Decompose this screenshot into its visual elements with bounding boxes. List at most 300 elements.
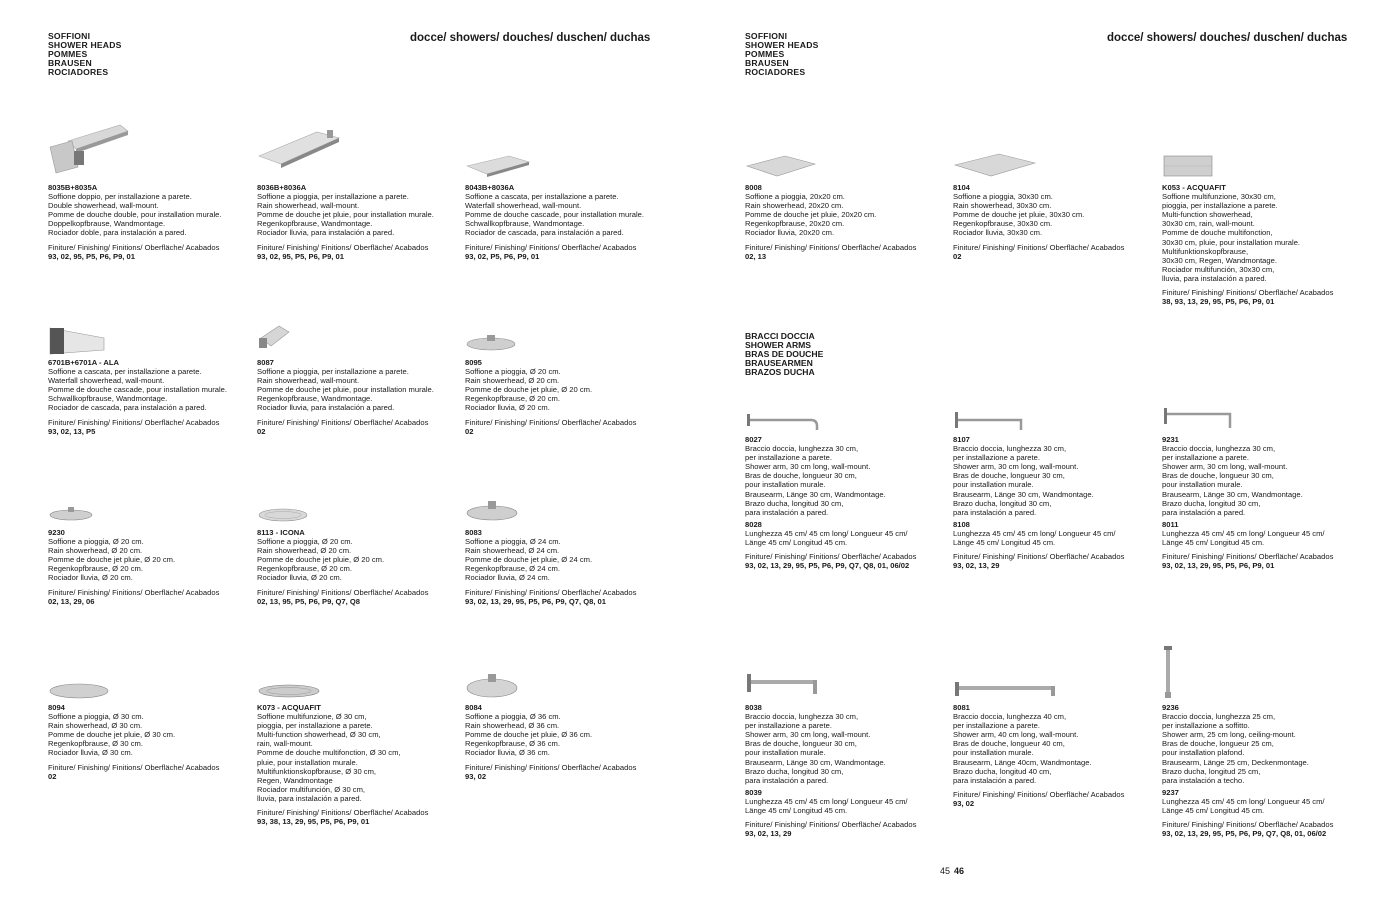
round-showerhead-24-image: [465, 499, 519, 523]
product-description: [1162, 712, 1367, 785]
description-line: Rain showerhead, 20x20 cm.: [745, 201, 844, 211]
square-showerhead-20-image: [745, 154, 817, 178]
description-line: Brazo ducha, longitud 25 cm,: [1162, 766, 1261, 776]
description-line: Soffione multifunzione, Ø 30 cm,: [257, 712, 367, 722]
header-line: BRAUSEN: [745, 58, 789, 68]
description-line: Brausearm, Länge 30 cm, Wandmontage.: [745, 757, 886, 767]
round-showerhead-9230-image: [48, 505, 94, 523]
arms_section-line: SHOWER ARMS: [745, 340, 812, 350]
description-line: Soffione a pioggia, Ø 36 cm.: [465, 712, 561, 722]
arms_section-line: BRAZOS DUCHA: [745, 367, 815, 377]
product-code: 8035B+8035A: [48, 183, 98, 192]
finishing-label: Finiture/ Finishing/ Finitions/ Oberfläche/ Acabados: [1162, 552, 1334, 562]
description-line: Waterfall showerhead, wall-mount.: [465, 201, 582, 211]
finishing-codes: 93, 02: [953, 798, 975, 808]
description-line: Brazo ducha, longitud 40 cm,: [953, 766, 1052, 776]
product-9231: [1162, 435, 1367, 570]
finishing-label: Finiture/ Finishing/ Finitions/ Oberfläche/ Acabados: [465, 417, 637, 427]
category-header-right: [745, 32, 819, 77]
description-line: Pomme de douche multifonction,: [1162, 228, 1273, 238]
description-line: pour installation murale.: [953, 480, 1034, 490]
description-line: Brazo ducha, longitud 30 cm,: [745, 498, 844, 508]
description-line: Rociador lluvia, Ø 24 cm.: [465, 573, 550, 583]
finishing-codes: 93, 02, 13, 29, 95, P5, P6, P9, Q7, Q8, 01: [465, 596, 606, 606]
product-9230: [48, 528, 253, 606]
description-line: Pomme de douche jet pluie, Ø 20 cm.: [257, 555, 385, 565]
description-line: para instalación a pared.: [953, 507, 1037, 517]
finishing-codes: 02, 13: [745, 251, 767, 261]
product-description: [953, 712, 1158, 785]
ceiling-shower-arm-image: [1162, 644, 1174, 700]
product-code: 8081: [953, 703, 970, 712]
description-line: Länge 45 cm/ Longitud 45 cm.: [953, 538, 1056, 548]
product-description: [48, 537, 253, 582]
variant-description: [745, 529, 950, 547]
product-8036B: [257, 183, 462, 261]
description-line: per installazione a parete.: [745, 721, 832, 731]
description-line: Regenkopfbrause, Ø 20 cm.: [48, 564, 143, 574]
finishing-codes: 93, 02, P5, P6, P9, 01: [465, 251, 540, 261]
description-line: Brausearm, Länge 30 cm, Wandmontage.: [745, 489, 886, 499]
header-line: SOFFIONI: [48, 31, 91, 41]
description-line: Brazo ducha, longitud 30 cm,: [1162, 498, 1261, 508]
description-line: Braccio doccia, lunghezza 30 cm,: [745, 444, 859, 454]
description-line: pioggia, per installazione a parete.: [257, 721, 373, 731]
arms_section-line: BRAS DE DOUCHE: [745, 349, 824, 359]
description-line: Pomme de douche jet pluie, Ø 20 cm.: [465, 385, 593, 395]
finishing-label: Finiture/ Finishing/ Finitions/ Oberfläche/ Acabados: [48, 417, 220, 427]
product-description: [48, 712, 253, 757]
product-code: 8107: [953, 435, 970, 444]
product-9236: [1162, 703, 1367, 838]
finishing-label: Finiture/ Finishing/ Finitions/ Oberfläche/ Acabados: [1162, 288, 1334, 298]
description-line: Lunghezza 45 cm/ 45 cm long/ Longueur 45 cm/: [1162, 528, 1325, 538]
description-line: per installazione a parete.: [1162, 453, 1249, 463]
description-line: Pomme de douche multifonction, Ø 30 cm,: [257, 748, 401, 758]
acquafit-square-showerhead-image: [1162, 154, 1214, 180]
description-line: Rociador de cascada, para instalación a pared.: [48, 403, 207, 413]
variant-code: 8028: [745, 519, 762, 529]
header-line: ROCIADORES: [48, 67, 109, 77]
finishing-codes: 93, 02, 13, 29, 95, P5, P6, P9, 01: [1162, 561, 1275, 571]
description-line: Braccio doccia, lunghezza 40 cm,: [953, 712, 1067, 722]
product-code: 8084: [465, 703, 482, 712]
description-line: Multi-function showerhead,: [1162, 210, 1253, 220]
page-title-left: docce/ showers/ douches/ duschen/ duchas: [410, 32, 651, 44]
finishing-codes: 93, 02, 95, P5, P6, P9, 01: [48, 251, 135, 261]
description-line: Rain showerhead, wall-mount.: [257, 201, 360, 211]
shower-arms-section-header: [745, 332, 823, 377]
finishing-codes: 02, 13, 29, 06: [48, 596, 95, 606]
description-line: Regen, Wandmontage: [257, 775, 333, 785]
description-line: per installazione a parete.: [745, 453, 832, 463]
description-line: Rociador lluvia, Ø 20 cm.: [257, 573, 342, 583]
description-line: lluvia, para instalación a pared.: [257, 793, 362, 803]
description-line: Lunghezza 45 cm/ 45 cm long/ Longueur 45 cm/: [953, 528, 1116, 538]
product-8094: [48, 703, 253, 781]
description-line: Rain showerhead, Ø 20 cm.: [257, 546, 352, 556]
description-line: Regenkopfbrause, Ø 30 cm.: [48, 739, 143, 749]
description-line: pour installation plafond.: [1162, 748, 1245, 758]
round-showerhead-20-image: [465, 333, 517, 353]
header-line: POMMES: [745, 49, 785, 59]
description-line: Soffione a cascata, per installazione a parete.: [48, 367, 202, 377]
description-line: para instalación a pared.: [1162, 507, 1246, 517]
description-line: Rociador lluvia, para instalación a pared.: [257, 228, 395, 238]
double-showerhead-image: [48, 123, 130, 179]
description-line: Rociador lluvia, Ø 20 cm.: [48, 573, 133, 583]
header-line: SOFFIONI: [745, 31, 788, 41]
round-showerhead-36-image: [465, 672, 519, 700]
description-line: Regenkopfbrause, Ø 20 cm.: [465, 394, 560, 404]
variant-description: [1162, 529, 1367, 547]
product-code: 9236: [1162, 703, 1179, 712]
description-line: Rain showerhead, Ø 20 cm.: [465, 376, 560, 386]
description-line: Brazo ducha, longitud 30 cm,: [745, 766, 844, 776]
description-line: Regenkopfbrause, 20x20 cm.: [745, 219, 845, 229]
waterfall-showerhead-image: [465, 152, 531, 180]
description-line: Shower arm, 30 cm long, wall-mount.: [745, 462, 871, 472]
product-description: [465, 712, 670, 757]
product-K053: [1162, 183, 1367, 306]
description-line: Rain showerhead, wall-mount.: [257, 376, 360, 386]
finishing-codes: 02: [48, 771, 57, 781]
description-line: Waterfall showerhead, wall-mount.: [48, 376, 165, 386]
description-line: Pomme de douche jet pluie, 20x20 cm.: [745, 210, 877, 220]
description-line: pluie, pour installation murale.: [257, 757, 358, 767]
shower-arm-8107-image: [953, 410, 1029, 432]
description-line: Regenkopfbrause, Ø 24 cm.: [465, 564, 560, 574]
description-line: Brausearm, Länge 25 cm, Deckenmontage.: [1162, 757, 1309, 767]
description-line: Bras de douche, longueur 25 cm,: [1162, 739, 1274, 749]
product-8084: [465, 703, 670, 781]
description-line: Bras de douche, longueur 30 cm,: [1162, 471, 1274, 481]
variant-description: [953, 529, 1158, 547]
product-code: 8087: [257, 358, 274, 367]
description-line: Länge 45 cm/ Longitud 45 cm.: [1162, 806, 1265, 816]
product-8035B: [48, 183, 253, 261]
product-description: [257, 367, 462, 412]
product-6701B: [48, 358, 253, 436]
description-line: Lunghezza 45 cm/ 45 cm long/ Longueur 45 cm/: [745, 528, 908, 538]
description-line: 30x30 cm, rain, wall-mount.: [1162, 219, 1255, 229]
product-code: 8083: [465, 528, 482, 537]
description-line: para instalación a pared.: [953, 775, 1037, 785]
description-line: Rociador doble, para instalación a pared.: [48, 228, 187, 238]
icona-showerhead-image: [257, 505, 309, 523]
description-line: Bras de douche, longueur 30 cm,: [745, 471, 857, 481]
description-line: 30x30 cm, pluie, pour installation murale.: [1162, 237, 1301, 247]
description-line: para instalación a pared.: [745, 507, 829, 517]
finishing-label: Finiture/ Finishing/ Finitions/ Oberfläche/ Acabados: [745, 242, 917, 252]
description-line: Shower arm, 40 cm long, wall-mount.: [953, 730, 1079, 740]
finishing-codes: 93, 02, 13, 29: [953, 561, 1000, 571]
acquafit-round-showerhead-image: [257, 682, 321, 700]
product-8113: [257, 528, 462, 606]
description-line: Regenkopfbrause, Ø 20 cm.: [257, 564, 352, 574]
description-line: Schwallkopfbrause, Wandmontage.: [48, 394, 168, 404]
product-8104: [953, 183, 1158, 261]
product-code: 8104: [953, 183, 970, 192]
description-line: Doppelkopfbrause, Wandmontage.: [48, 219, 166, 229]
description-line: Pomme de douche cascade, pour installation murale.: [465, 210, 644, 220]
description-line: Rociador de cascada, para instalación a pared.: [465, 228, 624, 238]
product-code: 8094: [48, 703, 65, 712]
finishing-codes: 93, 38, 13, 29, 95, P5, P6, P9, 01: [257, 817, 370, 827]
variant-description: [1162, 797, 1367, 815]
description-line: Soffione a pioggia, Ø 30 cm.: [48, 712, 144, 722]
shower-arm-8027-image: [745, 410, 821, 432]
description-line: per installazione a parete.: [953, 721, 1040, 731]
variant-description: [745, 797, 950, 815]
product-8027: [745, 435, 950, 570]
product-8087: [257, 358, 462, 436]
description-line: Pomme de douche cascade, pour installation murale.: [48, 385, 227, 395]
product-code: 9231: [1162, 435, 1179, 444]
category-header-left: [48, 32, 122, 77]
description-line: pour installation murale.: [953, 748, 1034, 758]
description-line: Länge 45 cm/ Longitud 45 cm.: [745, 538, 848, 548]
description-line: Länge 45 cm/ Longitud 45 cm.: [745, 806, 848, 816]
description-line: Shower arm, 30 cm long, wall-mount.: [953, 462, 1079, 472]
description-line: Rociador lluvia, Ø 30 cm.: [48, 748, 133, 758]
header-line: SHOWER HEADS: [48, 40, 122, 50]
rain-showerhead-square-wall-image: [257, 324, 291, 352]
page-numbers: [940, 866, 964, 876]
description-line: Pomme de douche jet pluie, pour installation murale.: [257, 385, 434, 395]
description-line: Schwallkopfbrause, Wandmontage.: [465, 219, 585, 229]
product-description: [48, 367, 253, 412]
finishing-label: Finiture/ Finishing/ Finitions/ Oberfläche/ Acabados: [745, 820, 917, 830]
page-title-right: docce/ showers/ douches/ duschen/ duchas: [1107, 32, 1348, 44]
variant-code: 8039: [745, 787, 762, 797]
finishing-label: Finiture/ Finishing/ Finitions/ Oberfläche/ Acabados: [465, 242, 637, 252]
variant-code: 8011: [1162, 519, 1179, 529]
finishing-label: Finiture/ Finishing/ Finitions/ Oberfläche/ Acabados: [48, 762, 220, 772]
description-line: per installazione a soffitto.: [1162, 721, 1250, 731]
description-line: Soffione a pioggia, per installazione a parete.: [257, 367, 409, 377]
description-line: Multi-function showerhead, Ø 30 cm,: [257, 730, 381, 740]
product-code: 8008: [745, 183, 762, 192]
shower-arm-9231-image: [1162, 406, 1236, 430]
description-line: Pomme de douche jet pluie, pour installation murale.: [257, 210, 434, 220]
description-line: Rociador lluvia, 30x30 cm.: [953, 228, 1043, 238]
product-code: K073 - ACQUAFIT: [257, 703, 321, 712]
product-description: [48, 192, 253, 237]
description-line: Pomme de douche jet pluie, Ø 24 cm.: [465, 555, 593, 565]
product-K073: [257, 703, 462, 826]
product-8043B: [465, 183, 670, 261]
header-line: POMMES: [48, 49, 88, 59]
product-description: [257, 537, 462, 582]
description-line: Soffione doppio, per installazione a parete.: [48, 192, 192, 202]
description-line: Multifunktionskopfbrause, Ø 30 cm,: [257, 766, 377, 776]
description-line: Brausearm, Länge 30 cm, Wandmontage.: [953, 489, 1094, 499]
finishing-label: Finiture/ Finishing/ Finitions/ Oberfläche/ Acabados: [257, 242, 429, 252]
description-line: Rain showerhead, Ø 30 cm.: [48, 721, 143, 731]
description-line: Rain showerhead, 30x30 cm.: [953, 201, 1052, 211]
product-description: [465, 537, 670, 582]
description-line: per installazione a parete.: [953, 453, 1040, 463]
product-description: [1162, 192, 1367, 283]
finishing-label: Finiture/ Finishing/ Finitions/ Oberfläche/ Acabados: [953, 552, 1125, 562]
description-line: Regenkopfbrause, Ø 36 cm.: [465, 739, 560, 749]
description-line: Pomme de douche jet pluie, 30x30 cm.: [953, 210, 1085, 220]
product-8095: [465, 358, 670, 436]
product-description: [465, 192, 670, 237]
description-line: Rociador multifunción, 30x30 cm,: [1162, 264, 1275, 274]
product-8107: [953, 435, 1158, 570]
rain-showerhead-wide-image: [257, 128, 341, 174]
ala-showerhead-image: [48, 326, 106, 356]
description-line: Soffione a cascata, per installazione a parete.: [465, 192, 619, 202]
finishing-label: Finiture/ Finishing/ Finitions/ Oberfläche/ Acabados: [465, 762, 637, 772]
description-line: Brausearm, Länge 40cm, Wandmontage.: [953, 757, 1092, 767]
page-number-left: 45: [940, 866, 951, 876]
finishing-label: Finiture/ Finishing/ Finitions/ Oberfläche/ Acabados: [953, 242, 1125, 252]
description-line: Shower arm, 25 cm long, ceiling-mount.: [1162, 730, 1296, 740]
description-line: Soffione a pioggia, Ø 24 cm.: [465, 537, 561, 547]
product-code: 6701B+6701A - ALA: [48, 358, 119, 367]
description-line: Rain showerhead, Ø 20 cm.: [48, 546, 143, 556]
finishing-label: Finiture/ Finishing/ Finitions/ Oberfläche/ Acabados: [465, 587, 637, 597]
finishing-label: Finiture/ Finishing/ Finitions/ Oberfläche/ Acabados: [48, 587, 220, 597]
product-code: K053 - ACQUAFIT: [1162, 183, 1226, 192]
description-line: Soffione a pioggia, 30x30 cm.: [953, 192, 1053, 202]
description-line: Länge 45 cm/ Longitud 45 cm.: [1162, 538, 1265, 548]
product-8081: [953, 703, 1158, 808]
finishing-label: Finiture/ Finishing/ Finitions/ Oberfläche/ Acabados: [257, 417, 429, 427]
description-line: Bras de douche, longueur 30 cm,: [953, 471, 1065, 481]
finishing-codes: 93, 02, 13, P5: [48, 426, 96, 436]
description-line: Shower arm, 30 cm long, wall-mount.: [1162, 462, 1288, 472]
description-line: Regenkopfbrause, 30x30 cm.: [953, 219, 1053, 229]
description-line: rain, wall-mount.: [257, 739, 313, 749]
finishing-codes: 93, 02, 95, P5, P6, P9, 01: [257, 251, 344, 261]
arms_section-line: BRACCI DOCCIA: [745, 331, 815, 341]
product-8008: [745, 183, 950, 261]
description-line: Rociador lluvia, Ø 20 cm.: [465, 403, 550, 413]
shower-arm-8081-image: [953, 680, 1059, 698]
finishing-label: Finiture/ Finishing/ Finitions/ Oberfläche/ Acabados: [257, 808, 429, 818]
description-line: Rociador multifunción, Ø 30 cm,: [257, 784, 366, 794]
product-code: 8095: [465, 358, 482, 367]
description-line: Pomme de douche jet pluie, Ø 30 cm.: [48, 730, 176, 740]
description-line: Soffione a pioggia, Ø 20 cm.: [465, 367, 561, 377]
description-line: Lunghezza 45 cm/ 45 cm long/ Longueur 45 cm/: [745, 796, 908, 806]
finishing-codes: 38, 93, 13, 29, 95, P5, P6, P9, 01: [1162, 297, 1275, 307]
shower-arm-8038-image: [745, 672, 821, 696]
finishing-label: Finiture/ Finishing/ Finitions/ Oberfläche/ Acabados: [745, 552, 917, 562]
header-line: SHOWER HEADS: [745, 40, 819, 50]
product-description: [953, 444, 1158, 517]
square-showerhead-30-image: [953, 152, 1037, 178]
finishing-codes: 02, 13, 95, P5, P6, P9, Q7, Q8: [257, 596, 361, 606]
product-code: 8038: [745, 703, 762, 712]
description-line: pour installation murale.: [745, 480, 826, 490]
description-line: Braccio doccia, lunghezza 30 cm,: [953, 444, 1067, 454]
description-line: pour installation murale.: [745, 748, 826, 758]
description-line: 30x30 cm, Regen, Wandmontage.: [1162, 255, 1277, 265]
description-line: para instalación a techo.: [1162, 775, 1245, 785]
description-line: para instalación a pared.: [745, 775, 829, 785]
description-line: Rociador lluvia, 20x20 cm.: [745, 228, 835, 238]
description-line: lluvia, para instalación a pared.: [1162, 273, 1267, 283]
product-code: 8043B+8036A: [465, 183, 515, 192]
product-code: 9230: [48, 528, 65, 537]
description-line: Rain showerhead, Ø 24 cm.: [465, 546, 560, 556]
description-line: Soffione a pioggia, per installazione a parete.: [257, 192, 409, 202]
description-line: Pomme de douche double, pour installation murale.: [48, 210, 222, 220]
description-line: Shower arm, 30 cm long, wall-mount.: [745, 730, 871, 740]
product-description: [1162, 444, 1367, 517]
product-code: 8027: [745, 435, 762, 444]
product-8038: [745, 703, 950, 838]
finishing-codes: 93, 02, 13, 29, 95, P5, P6, P9, Q7, Q8, 01, 06/02: [1162, 829, 1327, 839]
product-description: [257, 192, 462, 237]
description-line: Soffione a pioggia, Ø 20 cm.: [48, 537, 144, 547]
variant-code: 8108: [953, 519, 970, 529]
arms_section-line: BRAUSEARMEN: [745, 358, 813, 368]
description-line: Braccio doccia, lunghezza 30 cm,: [1162, 444, 1276, 454]
description-line: Bras de douche, longueur 30 cm,: [745, 739, 857, 749]
finishing-label: Finiture/ Finishing/ Finitions/ Oberfläche/ Acabados: [48, 242, 220, 252]
product-code: 8036B+8036A: [257, 183, 307, 192]
finishing-codes: 02: [257, 426, 266, 436]
description-line: Regenkopfbrause, Wandmontage.: [257, 219, 373, 229]
description-line: pour installation murale.: [1162, 480, 1243, 490]
description-line: Double showerhead, wall-mount.: [48, 201, 159, 211]
finishing-label: Finiture/ Finishing/ Finitions/ Oberfläche/ Acabados: [257, 587, 429, 597]
round-showerhead-30-image: [48, 680, 110, 700]
description-line: Brausearm, Länge 30 cm, Wandmontage.: [1162, 489, 1303, 499]
description-line: Multifunktionskopfbrause,: [1162, 246, 1249, 256]
description-line: Regenkopfbrause, Wandmontage.: [257, 394, 373, 404]
finishing-label: Finiture/ Finishing/ Finitions/ Oberfläche/ Acabados: [1162, 820, 1334, 830]
description-line: Soffione multifunzione, 30x30 cm,: [1162, 192, 1276, 202]
product-code: 8113 - ICONA: [257, 528, 305, 537]
page-number-right: 46: [954, 866, 965, 876]
product-description: [745, 192, 950, 237]
description-line: Pomme de douche jet pluie, Ø 20 cm.: [48, 555, 176, 565]
header-line: ROCIADORES: [745, 67, 806, 77]
description-line: Rociador lluvia, para instalación a pared.: [257, 403, 395, 413]
finishing-codes: 93, 02, 13, 29, 95, P5, P6, P9, Q7, Q8, 01, 06/02: [745, 561, 910, 571]
product-description: [745, 444, 950, 517]
description-line: Bras de douche, longueur 40 cm,: [953, 739, 1065, 749]
description-line: Soffione a pioggia, Ø 20 cm.: [257, 537, 353, 547]
product-8083: [465, 528, 670, 606]
variant-code: 9237: [1162, 787, 1179, 797]
description-line: Pomme de douche jet pluie, Ø 36 cm.: [465, 730, 593, 740]
description-line: Rain showerhead, Ø 36 cm.: [465, 721, 560, 731]
description-line: Lunghezza 45 cm/ 45 cm long/ Longueur 45 cm/: [1162, 796, 1325, 806]
description-line: pioggia, per installazione a parete.: [1162, 201, 1278, 211]
description-line: Braccio doccia, lunghezza 30 cm,: [745, 712, 859, 722]
product-description: [257, 712, 462, 803]
description-line: Soffione a pioggia, 20x20 cm.: [745, 192, 845, 202]
finishing-codes: 02: [953, 251, 962, 261]
header-line: BRAUSEN: [48, 58, 92, 68]
product-description: [745, 712, 950, 785]
description-line: Braccio doccia, lunghezza 25 cm,: [1162, 712, 1276, 722]
finishing-codes: 93, 02: [465, 771, 487, 781]
finishing-codes: 02: [465, 426, 474, 436]
description-line: Rociador lluvia, Ø 36 cm.: [465, 748, 550, 758]
finishing-codes: 93, 02, 13, 29: [745, 829, 792, 839]
product-description: [465, 367, 670, 412]
product-description: [953, 192, 1158, 237]
